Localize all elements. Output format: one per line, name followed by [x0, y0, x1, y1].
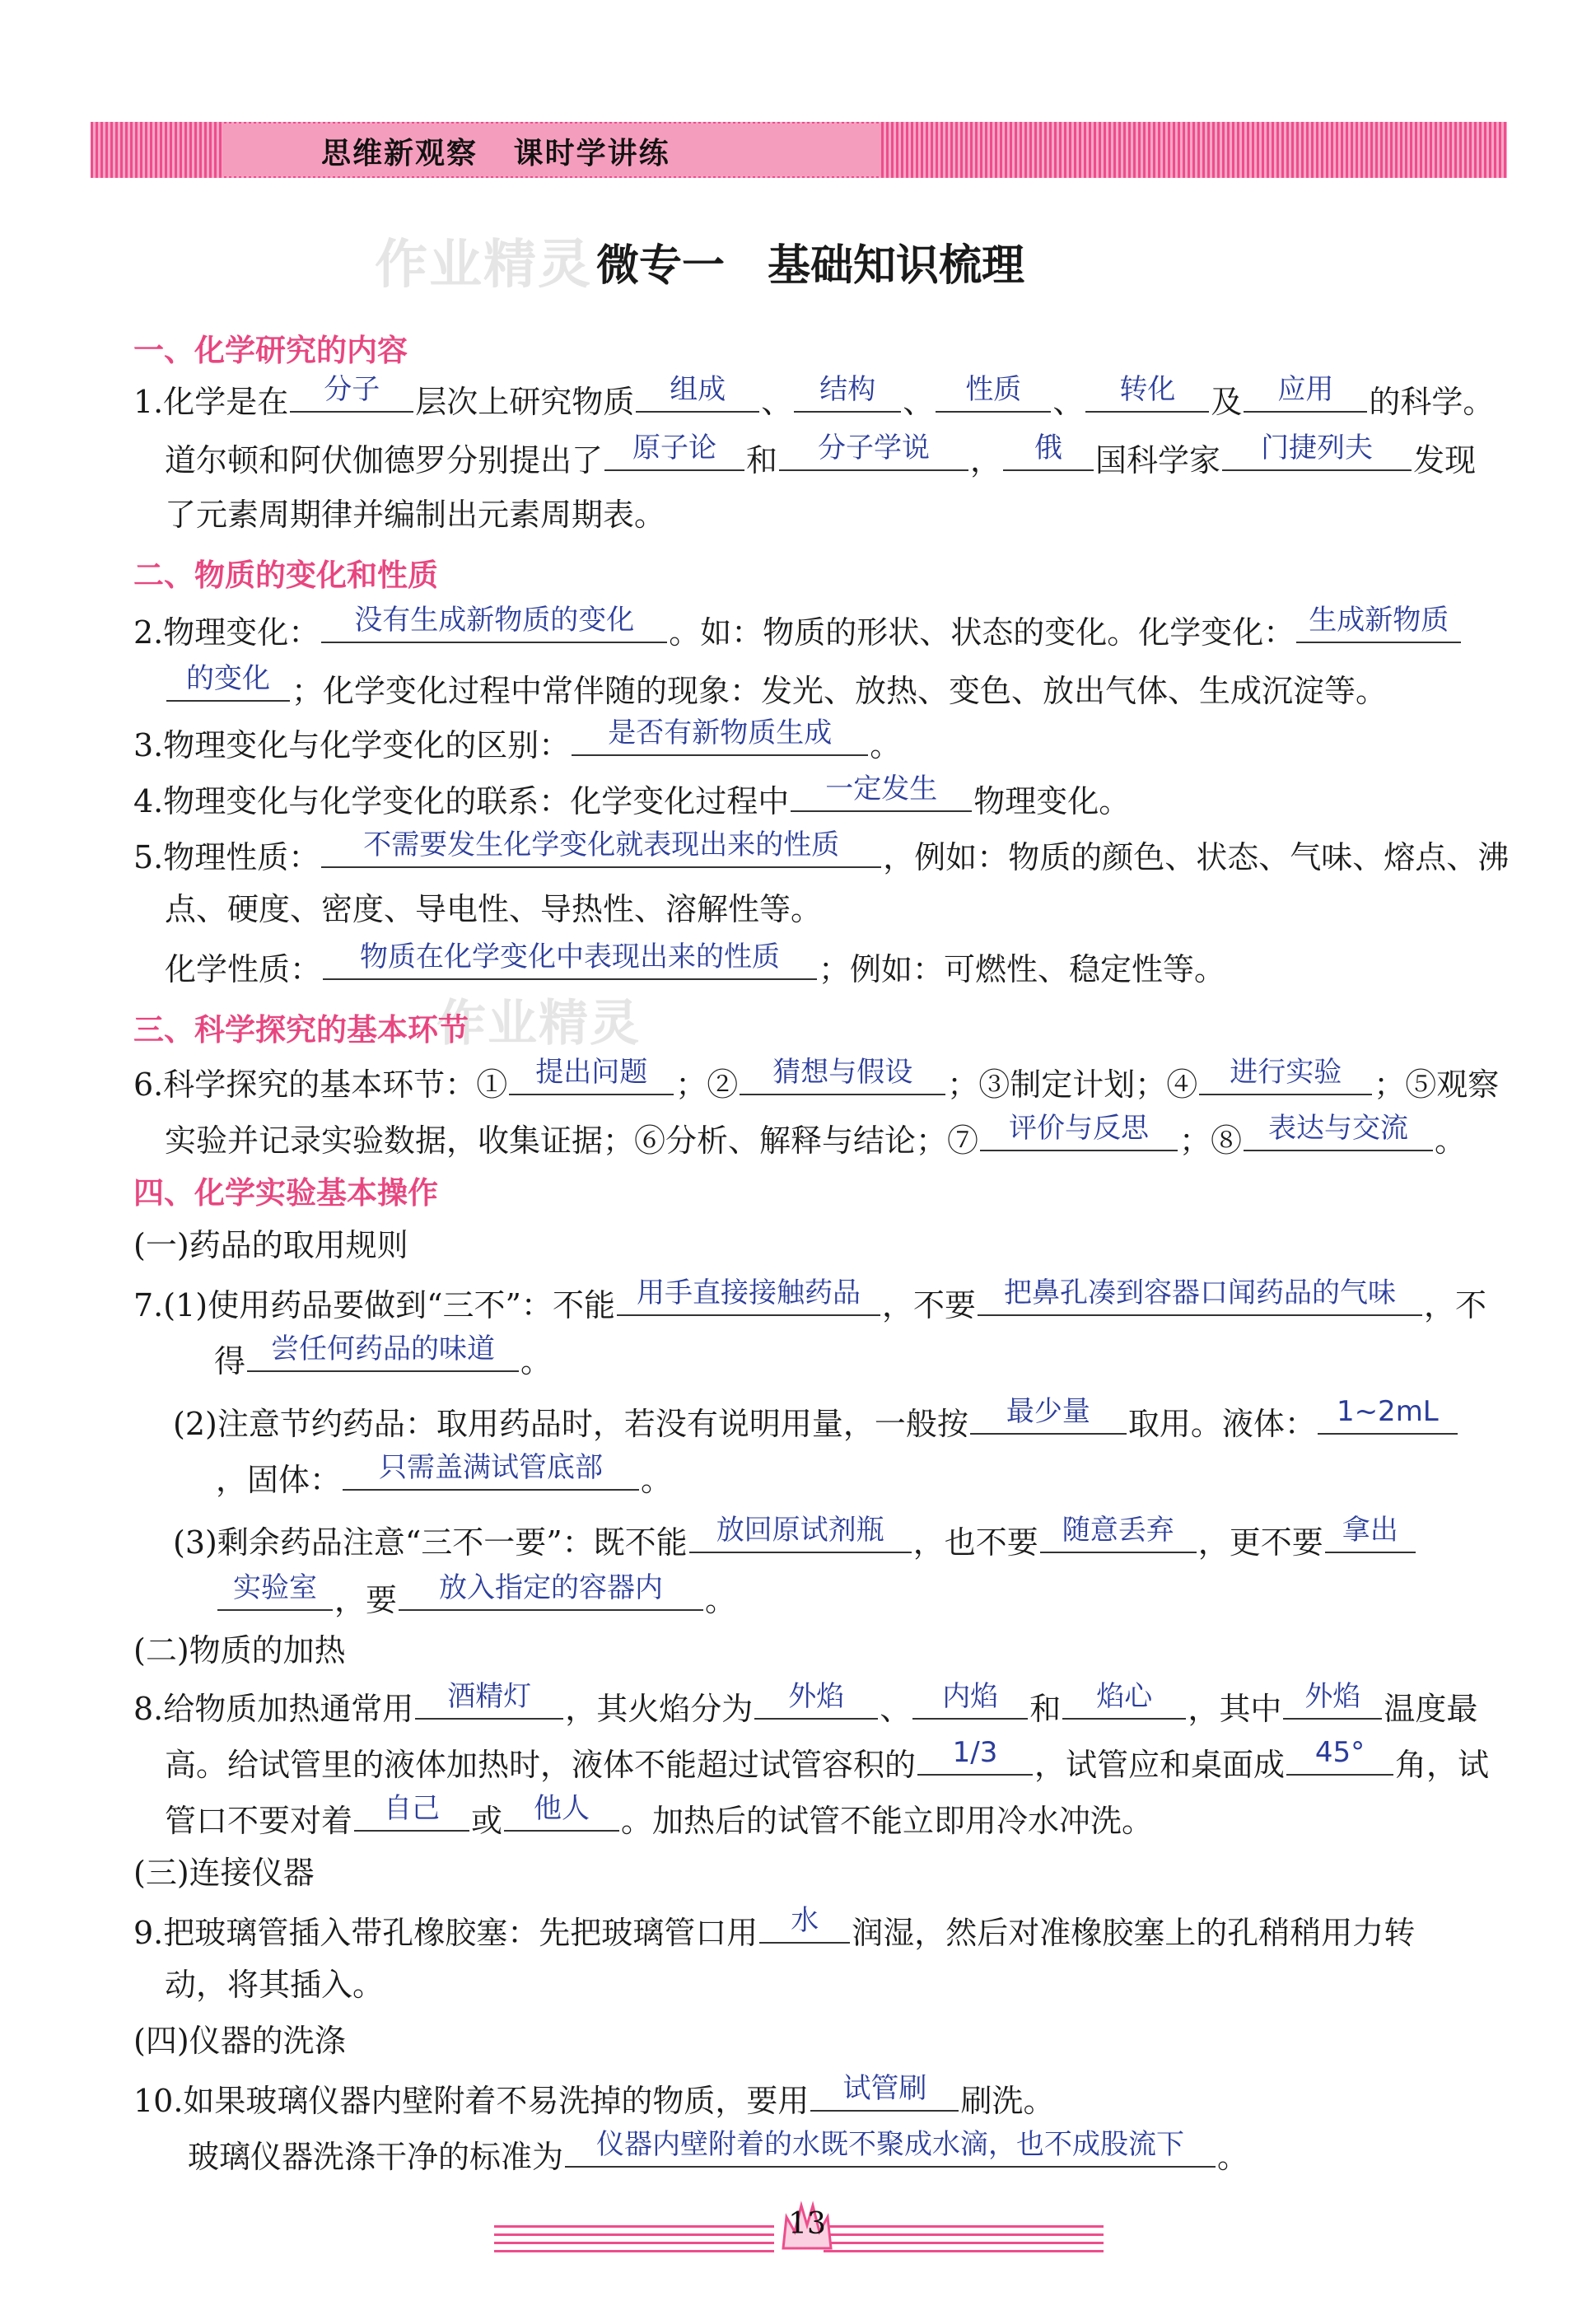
- section-heading: 四、化学实验基本操作: [133, 1175, 438, 1211]
- subsection-heading: (三)连接仪器: [133, 1855, 315, 1891]
- page-number: 13: [788, 2207, 826, 2241]
- question-5-line-1: 5.物理性质： 不需要发生化学变化就表现出来的性质 ，例如：物质的颜色、状态、气味、熔点、沸: [133, 828, 1510, 875]
- answer-blank: 外焰: [754, 1682, 878, 1720]
- question-1-line-3: 了元素周期律并编制出元素周期表。: [165, 497, 666, 533]
- question-7-line-5: (3)剩余药品注意“三不一要”：既不能 放回原试剂瓶 ，也不要 随意丢弃 ，更不要 拿出: [173, 1515, 1417, 1566]
- header-title: [321, 130, 670, 172]
- answer-blank: 外焰: [1283, 1682, 1382, 1720]
- answer-blank: 评价与反思: [980, 1113, 1178, 1151]
- answer-blank: 内焰: [912, 1682, 1028, 1720]
- answer-blank: 酒精灯: [415, 1682, 563, 1720]
- answer-blank: 的变化: [166, 664, 290, 702]
- question-10-line-2: 玻璃仪器洗涤干净的标准为 仪器内壁附着的水既不聚成水滴，也不成股流下 。: [188, 2128, 1249, 2175]
- answer-blank: 没有生成新物质的变化: [321, 605, 667, 643]
- page-title: 微专一 基础知识梳理: [595, 241, 1024, 291]
- subsection-heading: (二)物质的加热: [133, 1632, 346, 1669]
- answer-blank: 物质在化学变化中表现出来的性质: [323, 942, 817, 980]
- answer-blank: 一定发生: [791, 774, 972, 812]
- answer-blank: 放回原试剂瓶: [689, 1515, 912, 1553]
- answer-blank: 表达与交流: [1244, 1113, 1433, 1151]
- question-5-line-3: 化学性质： 物质在化学变化中表现出来的性质 ；例如：可燃性、稳定性等。: [165, 940, 1226, 987]
- section-heading: 一、化学研究的内容: [133, 333, 408, 368]
- answer-blank: 最少量: [970, 1397, 1127, 1435]
- answer-blank: 进行实验: [1199, 1057, 1372, 1095]
- answer-blank: 分子学说: [779, 433, 968, 471]
- question-8-line-1: 8.给物质加热通常用 酒精灯 ，其火焰分为 外焰 、 内焰 和 焰心 ，其中 外焰 温度最: [133, 1680, 1478, 1727]
- answer-blank: 焰心: [1062, 1682, 1186, 1720]
- subsection-heading: (四)仪器的洗涤: [133, 2023, 346, 2059]
- question-1-line-2: 道尔顿和阿伏伽德罗分别提出了 原子论 和 分子学说 ， 俄 国科学家 门捷列夫 发现: [165, 432, 1477, 478]
- question-3: 3.物理变化与化学变化的区别： 是否有新物质生成 。: [133, 716, 902, 763]
- watermark: 作业精灵: [375, 235, 592, 296]
- answer-blank: 原子论: [604, 433, 744, 471]
- answer-blank: 45°: [1286, 1738, 1393, 1776]
- question-7-line-4: ，固体： 只需盖满试管底部 。: [216, 1451, 673, 1498]
- answer-blank: 门捷列夫: [1222, 433, 1412, 471]
- answer-blank: 性质: [936, 375, 1051, 413]
- answer-blank: 他人: [504, 1794, 619, 1832]
- question-6-line-1: 6.科学探究的基本环节：① 提出问题 ；② 猜想与假设 ；③制定计划；④ 进行实验 ；⑤观察: [133, 1056, 1500, 1103]
- answer-blank: 1/3: [917, 1738, 1033, 1776]
- answer-blank: 应用: [1244, 375, 1367, 413]
- answer-blank: 只需盖满试管底部: [343, 1453, 639, 1491]
- answer-blank: 自己: [354, 1794, 469, 1832]
- subsection-heading: (一)药品的取用规则: [133, 1227, 408, 1263]
- question-7-line-2: 得 尝任何药品的味道 。: [214, 1333, 553, 1379]
- answer-blank: 实验室: [217, 1573, 333, 1611]
- answer-blank: 猜想与假设: [740, 1057, 945, 1095]
- answer-blank: 仪器内壁附着的水既不聚成水滴，也不成股流下: [565, 2130, 1216, 2168]
- answer-blank: 随意丢弃: [1040, 1515, 1197, 1553]
- answer-blank: 不需要发生化学变化就表现出来的性质: [321, 830, 881, 868]
- question-7-line-3: (2)注意节约药品：取用药品时，若没有说明用量，一般按 最少量 取用。液体： 1~2mL: [173, 1397, 1459, 1447]
- answer-blank: 水: [759, 1906, 850, 1944]
- footer-decoration-left: [494, 2225, 774, 2253]
- answer-blank: 转化: [1085, 375, 1209, 413]
- question-9-line-2: 动，将其插入。: [165, 1967, 385, 2003]
- question-6-line-2: 实验并记录实验数据，收集证据；⑥分析、解释与结论；⑦ 评价与反思 ；⑧ 表达与交流 。: [165, 1112, 1467, 1159]
- question-8-line-2: 高。给试管里的液体加热时，液体不能超过试管容积的 1/3 ，试管应和桌面成 45° 角，试: [165, 1736, 1490, 1783]
- question-7-line-6: 实验室 ，要 放入指定的容器内 。: [216, 1573, 736, 1623]
- question-8-line-3: 管口不要对着 自己 或 他人 。加热后的试管不能立即用冷水冲洗。: [165, 1792, 1154, 1839]
- question-2-line-2: 的变化 ；化学变化过程中常伴随的现象：发光、放热、变色、放出气体、生成沉淀等。: [165, 664, 1387, 714]
- answer-blank: 1~2mL: [1318, 1397, 1458, 1435]
- answer-blank: 尝任何药品的味道: [247, 1334, 519, 1372]
- answer-blank: 把鼻孔凑到容器口闻药品的气味: [978, 1278, 1422, 1316]
- answer-blank: 用手直接接触药品: [617, 1278, 880, 1316]
- footer-decoration-right: [824, 2225, 1104, 2253]
- question-7-line-1: 7.(1)使用药品要做到“三不”：不能 用手直接接触药品 ，不要 把鼻孔凑到容器口闻药品的气味 ，不: [133, 1277, 1486, 1323]
- answer-blank: 提出问题: [509, 1057, 674, 1095]
- answer-blank: 放入指定的容器内: [399, 1573, 703, 1611]
- section-heading: 三、科学探究的基本环节: [133, 1012, 469, 1048]
- series-name: 思维新观察: [321, 137, 478, 170]
- answer-blank: 试管刷: [810, 2074, 959, 2112]
- question-10-line-1: 10.如果玻璃仪器内壁附着不易洗掉的物质，要用 试管刷 刷洗。: [133, 2072, 1055, 2119]
- answer-blank: 拿出: [1325, 1515, 1416, 1553]
- answer-blank: 生成新物质: [1296, 605, 1461, 643]
- question-1-line-1: 1.化学是在 分子 层次上研究物质 组成 、 结构 、 性质 、 转化 及 应用 的科学。: [133, 373, 1495, 420]
- answer-blank: 俄: [1003, 433, 1094, 471]
- question-5-line-2: 点、硬度、密度、导电性、导热性、溶解性等。: [165, 891, 823, 927]
- series-subtitle: 课时学讲练: [513, 137, 670, 170]
- question-2-line-1: 2.物理变化： 没有生成新物质的变化 。如：物质的形状、状态的变化。化学变化： 生成新物质: [133, 605, 1463, 656]
- answer-blank: 组成: [636, 375, 759, 413]
- answer-blank: 分子: [290, 375, 413, 413]
- section-heading: 二、物质的变化和性质: [133, 558, 438, 593]
- question-4: 4.物理变化与化学变化的联系：化学变化过程中 一定发生 物理变化。: [133, 772, 1131, 819]
- question-9-line-1: 9.把玻璃管插入带孔橡胶塞：先把玻璃管口用 水 润湿，然后对准橡胶塞上的孔稍稍用力转: [133, 1904, 1416, 1951]
- watermark: 作业精灵: [436, 995, 641, 1052]
- answer-blank: 是否有新物质生成: [572, 718, 868, 756]
- answer-blank: 结构: [794, 375, 901, 413]
